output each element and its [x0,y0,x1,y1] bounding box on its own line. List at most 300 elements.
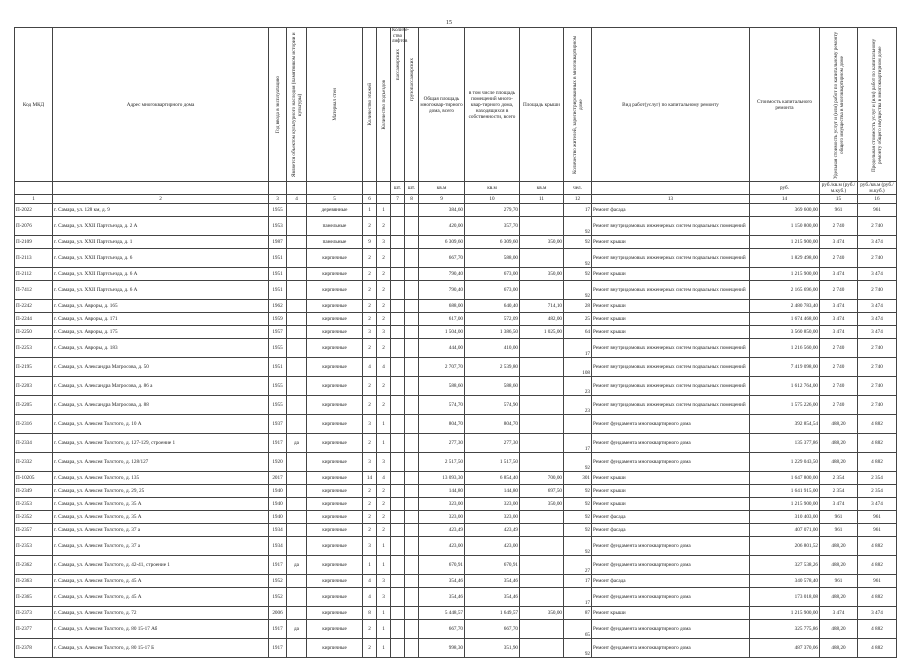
premises-area-cell: 423,00 [465,537,520,556]
lifts-passenger-cell [391,485,405,498]
roof-area-cell: 482,00 [520,313,564,326]
year-cell: 1952 [269,588,287,607]
heritage-cell [287,236,307,249]
work-type-cell: Ремонт фасада [592,511,750,524]
code-cell: П-10205 [15,472,53,485]
unit-cell: руб. [750,182,820,195]
premises-area-cell: 6 854,40 [465,472,520,485]
lifts-cargo-cell [405,511,419,524]
lifts-cargo-cell [405,281,419,300]
residents-cell: 23 [564,377,592,396]
lifts-passenger-cell [391,326,405,339]
cost-cell: 1 612 764,00 [750,377,820,396]
total-area-cell: 574,70 [419,396,465,415]
lifts-passenger-cell [391,511,405,524]
column-number-cell: 11 [520,195,564,204]
heritage-cell [287,358,307,377]
floors-cell: 2 [363,217,377,236]
lifts-cargo-cell [405,607,419,620]
code-cell: П-2334 [15,434,53,453]
max-unit-cost-cell: 4 882 [858,620,897,639]
material-cell: кирпичные [307,575,363,588]
heritage-cell [287,300,307,313]
heritage-cell [287,588,307,607]
code-cell: П-2353 [15,498,53,511]
max-unit-cost-cell: 961 [858,204,897,217]
work-type-cell: Ремонт фундамента многоквартирного дома [592,620,750,639]
premises-area-cell: 667,70 [465,620,520,639]
code-cell: П-2365 [15,588,53,607]
column-number-cell: 12 [564,195,592,204]
table-row [15,415,897,434]
floors-cell: 2 [363,396,377,415]
table-row [15,313,897,326]
heritage-cell [287,472,307,485]
table-row [15,396,897,415]
max-unit-cost-cell: 3 474 [858,498,897,511]
premises-area-cell: 804,70 [465,415,520,434]
total-area-cell: 420,00 [419,217,465,236]
unit-cell [269,182,287,195]
residents-cell: 17 [564,204,592,217]
unit-cost-cell: 2 354 [820,472,858,485]
residents-cell: 92 [564,498,592,511]
lifts-passenger-cell [391,498,405,511]
lifts-passenger-cell [391,524,405,537]
max-unit-cost-cell: 961 [858,511,897,524]
material-cell: кирпичные [307,396,363,415]
material-cell: кирпичные [307,268,363,281]
work-type-cell: Ремонт крыши [592,268,750,281]
year-cell: 1934 [269,524,287,537]
address-cell: г. Самара, ул. Алексея Толстого, д. 127-129, строение 1 [53,434,269,453]
floors-cell: 9 [363,236,377,249]
table-row [15,358,897,377]
roof-area-cell: 714,10 [520,300,564,313]
unit-cell [287,182,307,195]
year-cell: 1951 [269,249,287,268]
table-row [15,300,897,313]
year-cell: 1955 [269,377,287,396]
premises-area-cell: 144,80 [465,485,520,498]
residents-cell [564,415,592,434]
entrances-cell: 4 [377,472,391,485]
heritage-cell [287,217,307,236]
residents-cell: 25 [564,313,592,326]
material-cell: кирпичные [307,453,363,472]
work-type-cell: Ремонт крыши [592,485,750,498]
column-number-cell: 5 [307,195,363,204]
unit-cost-cell: 961 [820,204,858,217]
column-number-cell [377,195,391,204]
roof-area-cell [520,524,564,537]
material-cell: кирпичные [307,313,363,326]
cost-cell: 340 578,40 [750,575,820,588]
floors-cell: 2 [363,377,377,396]
premises-area-cell: 673,00 [465,281,520,300]
address-cell: г. Самара, ул. Алексея Толстого, д. 80 15-17 Аб [53,620,269,639]
address-cell: г. Самара, ул. XXII Партсъезда, д. 1 [53,236,269,249]
header-residents: Количество жителей, зарегистрированных в многоквартирном доме [564,28,592,182]
residents-cell: 92 [564,639,592,658]
year-cell: 1953 [269,217,287,236]
cost-cell: 7 419 098,00 [750,358,820,377]
work-type-cell: Ремонт внутридомовых инженерных систем подвальных помещений [592,217,750,236]
lifts-cargo-cell [405,358,419,377]
work-type-cell: Ремонт крыши [592,326,750,339]
cost-cell: 407 071,00 [750,524,820,537]
unit-cell: кв.м [520,182,564,195]
column-number-cell: 2 [53,195,269,204]
lifts-passenger-cell [391,453,405,472]
cost-cell: 310 403,00 [750,511,820,524]
unit-cell: шт. [391,182,405,195]
unit-cost-cell: 961 [820,524,858,537]
lifts-cargo-cell [405,204,419,217]
roof-area-cell: 350,00 [520,268,564,281]
lifts-cargo-cell [405,415,419,434]
lifts-passenger-cell [391,415,405,434]
lifts-cargo-cell [405,313,419,326]
floors-cell: 3 [363,537,377,556]
entrances-cell: 2 [377,281,391,300]
unit-cell [15,182,53,195]
lifts-cargo-cell [405,537,419,556]
lifts-cargo-cell [405,339,419,358]
cost-cell: 325 775,86 [750,620,820,639]
unit-cell: кв.м [419,182,465,195]
roof-area-cell [520,415,564,434]
table-row [15,575,897,588]
unit-cell [592,182,750,195]
address-cell: г. Самара, ул. Алексея Толстого, д. 42-41, строение 1 [53,556,269,575]
premises-area-cell: 410,00 [465,339,520,358]
work-type-cell: Ремонт фундамента многоквартирного дома [592,415,750,434]
code-cell: П-2353 [15,537,53,556]
address-cell: г. Самара, ул. Алексея Толстого, д. 80 15-17 Б [53,639,269,658]
residents-cell: 17 [564,588,592,607]
lifts-passenger-cell [391,607,405,620]
total-area-cell: 688,00 [419,300,465,313]
total-area-cell: 790,40 [419,268,465,281]
work-type-cell: Ремонт фундамента многоквартирного дома [592,639,750,658]
work-type-cell: Ремонт крыши [592,236,750,249]
premises-area-cell: 277,30 [465,434,520,453]
entrances-cell: 2 [377,377,391,396]
entrances-cell: 1 [377,537,391,556]
floors-cell: 4 [363,575,377,588]
heritage-cell: да [287,434,307,453]
lifts-passenger-cell [391,281,405,300]
entrances-cell: 1 [377,204,391,217]
roof-area-cell [520,511,564,524]
material-cell: кирпичные [307,415,363,434]
year-cell: 2017 [269,472,287,485]
year-cell: 1917 [269,556,287,575]
header-max-unit-cost: Предельная стоимость услуг и (или) работ по капитальному ремонту общего имущества в многоквартирном доме [858,28,897,182]
table-row [15,268,897,281]
material-cell: кирпичные [307,326,363,339]
code-cell: П-2332 [15,453,53,472]
heritage-cell [287,268,307,281]
total-area-cell: 423,49 [419,524,465,537]
floors-cell: 2 [363,281,377,300]
year-cell: 1959 [269,313,287,326]
unit-cost-cell: 3 474 [820,313,858,326]
lifts-passenger-cell [391,339,405,358]
table-row [15,339,897,358]
address-cell: г. Самара, ул. Алексея Толстого, д. 35 А [53,511,269,524]
residents-cell: 92 [564,485,592,498]
lifts-passenger-cell [391,217,405,236]
column-number-cell: 8 [405,195,419,204]
address-cell: г. Самара, ул. Алексея Толстого, д. 45 А [53,575,269,588]
lifts-cargo-cell [405,249,419,268]
code-cell: П-2109 [15,236,53,249]
column-number-cell: 4 [287,195,307,204]
table-row [15,524,897,537]
header-code: Код МКД [15,28,53,182]
lifts-cargo-cell [405,498,419,511]
table-row [15,326,897,339]
cost-cell: 3 560 850,00 [750,326,820,339]
roof-area-cell: 697,50 [520,485,564,498]
roof-area-cell [520,639,564,658]
material-cell: кирпичные [307,377,363,396]
entrances-cell: 3 [377,326,391,339]
work-type-cell: Ремонт внутридомовых инженерных систем подвальных помещений [592,358,750,377]
residents-cell: 108 [564,358,592,377]
max-unit-cost-cell: 2 740 [858,339,897,358]
material-cell: кирпичные [307,434,363,453]
lifts-passenger-cell [391,588,405,607]
entrances-cell: 2 [377,268,391,281]
floors-cell: 2 [363,639,377,658]
entrances-cell: 1 [377,556,391,575]
heritage-cell [287,396,307,415]
roof-area-cell [520,204,564,217]
max-unit-cost-cell: 4 882 [858,415,897,434]
heritage-cell [287,498,307,511]
table-row [15,453,897,472]
address-cell: г. Самара, ул. Александра Матросова, д. 50 [53,358,269,377]
entrances-cell: 2 [377,485,391,498]
floors-cell: 2 [363,498,377,511]
cost-cell: 1 641 915,00 [750,485,820,498]
heritage-cell [287,639,307,658]
code-cell: П-2377 [15,620,53,639]
table-row [15,217,897,236]
material-cell: кирпичные [307,249,363,268]
total-area-cell: 13 093,30 [419,472,465,485]
premises-area-cell: 2 539,80 [465,358,520,377]
unit-cost-cell: 3 474 [820,236,858,249]
code-cell: П-2378 [15,639,53,658]
header-address: Адрес многоквартирного дома [53,28,269,182]
column-number-cell: 9 [419,195,465,204]
cost-cell: 1 215 900,00 [750,236,820,249]
entrances-cell: 2 [377,511,391,524]
floors-cell: 2 [363,485,377,498]
code-cell: П-2195 [15,358,53,377]
code-cell: П-2250 [15,326,53,339]
max-unit-cost-cell: 4 882 [858,588,897,607]
premises-area-cell: 673,00 [465,268,520,281]
material-cell: кирпичные [307,300,363,313]
code-cell: П-2316 [15,415,53,434]
year-cell: 2006 [269,607,287,620]
cost-cell: 1 215 900,00 [750,268,820,281]
year-cell: 1951 [269,268,287,281]
material-cell: кирпичные [307,607,363,620]
floors-cell: 1 [363,556,377,575]
unit-cost-cell: 488,20 [820,537,858,556]
material-cell: кирпичные [307,472,363,485]
max-unit-cost-cell: 2 740 [858,249,897,268]
unit-cell [307,182,363,195]
entrances-cell: 3 [377,453,391,472]
floors-cell: 4 [363,588,377,607]
total-area-cell: 444,00 [419,339,465,358]
header-total-area: Общая площадь многоквар-тирного дома, всего [419,28,465,182]
unit-cost-cell: 2 740 [820,249,858,268]
lifts-cargo-cell [405,268,419,281]
roof-area-cell [520,537,564,556]
code-cell: П-2205 [15,396,53,415]
unit-cost-cell: 488,20 [820,415,858,434]
cost-cell: 1 829 498,00 [750,249,820,268]
premises-area-cell: 354,46 [465,588,520,607]
work-type-cell: Ремонт фундамента многоквартирного дома [592,453,750,472]
premises-area-cell: 323,00 [465,498,520,511]
cost-cell: 1 229 043,50 [750,453,820,472]
floors-cell: 2 [363,620,377,639]
premises-area-cell: 423,49 [465,524,520,537]
year-cell: 1951 [269,281,287,300]
total-area-cell: 2 517,50 [419,453,465,472]
max-unit-cost-cell: 4 882 [858,556,897,575]
capital-repair-table [14,27,897,658]
floors-cell: 3 [363,326,377,339]
residents-cell: 92 [564,537,592,556]
premises-area-cell: 351,90 [465,639,520,658]
material-cell: кирпичные [307,588,363,607]
heritage-cell [287,204,307,217]
material-cell: кирпичные [307,511,363,524]
roof-area-cell [520,434,564,453]
unit-cost-cell: 961 [820,575,858,588]
lifts-passenger-cell [391,639,405,658]
year-cell: 1940 [269,485,287,498]
lifts-cargo-cell [405,326,419,339]
entrances-cell: 1 [377,639,391,658]
entrances-cell: 2 [377,313,391,326]
lifts-passenger-cell [391,620,405,639]
address-cell: г. Самара, ул. Авроры, д. 183 [53,339,269,358]
max-unit-cost-cell: 3 474 [858,313,897,326]
header-incl-premises: в том числе площадь помещений много-квар-тирного дома, находящихся в собственности, всего [465,28,520,182]
address-cell: г. Самара, ул. Авроры, д. 175 [53,326,269,339]
year-cell: 1917 [269,639,287,658]
entrances-cell: 2 [377,396,391,415]
table-row [15,377,897,396]
material-cell: кирпичные [307,620,363,639]
material-cell: кирпичные [307,524,363,537]
year-cell: 1920 [269,453,287,472]
cost-cell: 1 215 900,00 [750,498,820,511]
roof-area-cell [520,588,564,607]
column-number-cell: 3 [269,195,287,204]
unit-cost-cell: 2 740 [820,358,858,377]
cost-cell: 135 377,86 [750,434,820,453]
address-cell: г. Самара, ул. Александра Матросова, д. 86 а [53,377,269,396]
total-area-cell: 323,00 [419,498,465,511]
unit-cost-cell: 2 740 [820,217,858,236]
unit-cost-cell: 488,20 [820,434,858,453]
material-cell: кирпичные [307,281,363,300]
header-entrances: Количество подъездов [377,28,391,182]
lifts-passenger-cell [391,396,405,415]
table-row [15,556,897,575]
header-cost: Стоимость капитального ремонта [750,28,820,182]
address-cell: г. Самара, ул. Алексея Толстого, д. 128/127 [53,453,269,472]
residents-cell: 92 [564,249,592,268]
roof-area-cell [520,453,564,472]
residents-cell: 92 [564,281,592,300]
lifts-passenger-cell [391,377,405,396]
header-lifts-cargo: грузопассажирских [405,28,419,182]
residents-cell: 28 [564,300,592,313]
roof-area-cell: 350,00 [520,236,564,249]
lifts-cargo-cell [405,453,419,472]
floors-cell: 2 [363,300,377,313]
max-unit-cost-cell: 2 740 [858,358,897,377]
heritage-cell [287,453,307,472]
unit-cost-cell: 3 474 [820,326,858,339]
lifts-cargo-cell [405,396,419,415]
floors-cell: 2 [363,339,377,358]
entrances-cell: 3 [377,236,391,249]
address-cell: г. Самара, ул. Авроры, д. 171 [53,313,269,326]
floors-cell: 2 [363,313,377,326]
work-type-cell: Ремонт фундамента многоквартирного дома [592,556,750,575]
entrances-cell: 1 [377,620,391,639]
header-floors: Количество этажей [363,28,377,182]
unit-cost-cell: 2 740 [820,396,858,415]
unit-cost-cell: 488,20 [820,556,858,575]
floors-cell: 3 [363,453,377,472]
entrances-cell: 2 [377,339,391,358]
premises-area-cell: 357,70 [465,217,520,236]
unit-cost-cell: 961 [820,511,858,524]
unit-cost-cell: 488,20 [820,588,858,607]
address-cell: г. Самара, ул. Алексея Толстого, д. 37 а [53,537,269,556]
table-row [15,204,897,217]
max-unit-cost-cell: 4 882 [858,453,897,472]
premises-area-cell: 572,09 [465,313,520,326]
total-area-cell: 670,91 [419,556,465,575]
table-row [15,472,897,485]
lifts-passenger-cell [391,236,405,249]
roof-area-cell: 1 025,00 [520,326,564,339]
unit-cell [53,182,269,195]
roof-area-cell [520,377,564,396]
total-area-cell: 667,70 [419,249,465,268]
table-row [15,434,897,453]
max-unit-cost-cell: 2 354 [858,485,897,498]
code-cell: П-2357 [15,524,53,537]
unit-cost-cell: 3 474 [820,607,858,620]
